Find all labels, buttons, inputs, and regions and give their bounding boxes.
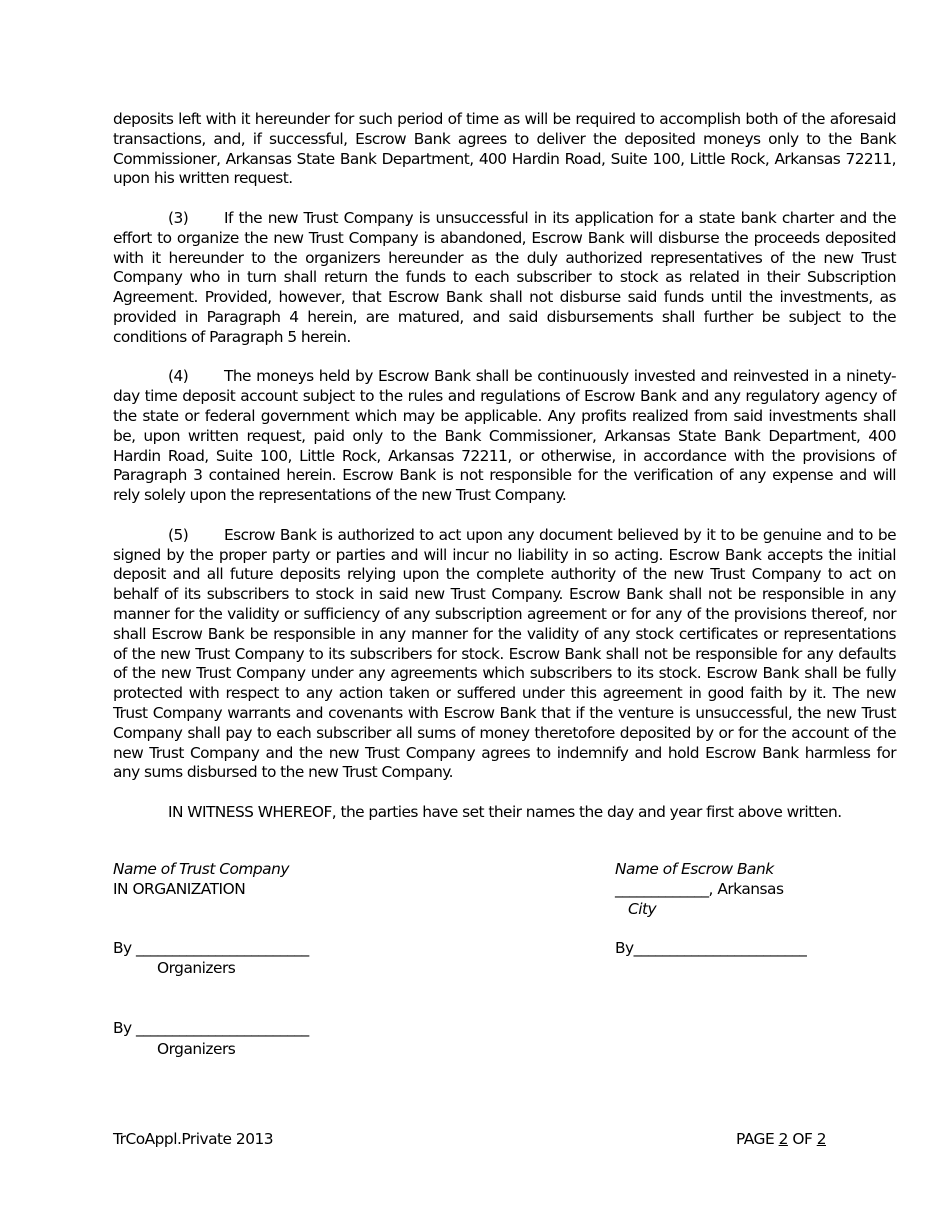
paragraph-4-number: (4) xyxy=(168,367,189,386)
paragraph-3 xyxy=(113,209,896,348)
document-body xyxy=(113,110,896,842)
organizer-signature-line-2: By ________________________ xyxy=(113,1019,309,1037)
paragraph-5 xyxy=(113,526,896,783)
city-label: City xyxy=(628,900,657,918)
paragraph-intro: deposits left with it hereunder for such period of time as will be required to accomplish both of the aforesaid transactions, and, if successful, Escrow Bank agrees to deliver the deposited moneys only to the Bank Commissioner, Arkansas State Bank Department, 400 Hardin Road, Suite 100, Little Rock, Arkansas 72211, upon his written request. xyxy=(113,110,896,188)
page-of: OF xyxy=(792,1130,813,1148)
organizers-label-1: Organizers xyxy=(157,959,236,977)
escrow-bank-signature-line: By________________________ xyxy=(615,939,807,957)
paragraph-3-number: (3) xyxy=(168,208,189,227)
organizer-signature-line-1: By ________________________ xyxy=(113,939,309,957)
escrow-bank-city-line: _____________, Arkansas xyxy=(615,880,784,898)
page-total: 2 xyxy=(816,1130,826,1148)
paragraph-3-text: If the new Trust Company is unsuccessful in its application for a state bank charter and the effort to organize the new Trust Company is abandoned, Escrow Bank will disburse the proceeds deposited with it hereunder to the organizers hereunder as the duly authorized representatives of the new Trust Company who in turn shall return the funds to each subscriber to stock as related in their Subscription Agreement. Provided, however, that Escrow Bank shall not disburse said funds until the investments, as provided in Paragraph 4 herein, are matured, and said disbursements shall further be subject to the conditions of Paragraph 5 herein. xyxy=(113,208,896,346)
paragraph-5-text: Escrow Bank is authorized to act upon any document believed by it to be genuine and to be signed by the proper party or parties and will incur no liability in so acting. Escrow Bank accepts the initial deposit and all future deposits relying upon the complete authority of the new Trust Company to act on behalf of its subscribers to stock in said new Trust Company. Escrow Bank shall not be responsible in any manner for the validity or sufficiency of any subscription agreement or for any of the provisions thereof, nor shall Escrow Bank be responsible in any manner for the validity of any stock certificates or representations of the new Trust Company to its subscribers for stock. Escrow Bank shall not be responsible for any defaults of the new Trust Company under any agreements which subscribers to its stock. Escrow Bank shall be fully protected with respect to any action taken or suffered under this agreement in good faith by it. The new Trust Company warrants and covenants with Escrow Bank that if the venture is unsuccessful, the new Trust Company shall pay to each subscriber all sums of money theretofore deposited by or for the account of the new Trust Company and the new Trust Company agrees to indemnify and hold Escrow Bank harmless for any sums disbursed to the new Trust Company. xyxy=(113,525,896,782)
escrow-bank-name-label: Name of Escrow Bank xyxy=(615,860,774,878)
organizers-label-2: Organizers xyxy=(157,1040,236,1058)
page-current: 2 xyxy=(778,1130,788,1148)
witness-clause: IN WITNESS WHEREOF, the parties have set their names the day and year first above written. xyxy=(168,802,842,821)
page-prefix: PAGE xyxy=(736,1130,775,1148)
paragraph-5-number: (5) xyxy=(168,525,189,544)
paragraph-4 xyxy=(113,367,896,506)
paragraph-4-text: The moneys held by Escrow Bank shall be continuously invested and reinvested in a ninety-day time deposit account subject to the rules and regulations of Escrow Bank and any regulatory agency of the state or federal government which may be applicable. Any profits realized from said investments shall be, upon written request, paid only to the Bank Commissioner, Arkansas State Bank Department, 400 Hardin Road, Suite 100, Little Rock, Arkansas 72211, or otherwise, in accordance with the provisions of Paragraph 3 contained herein. Escrow Bank is not responsible for the verification of any expense and will rely solely upon the representations of the new Trust Company. xyxy=(113,367,896,505)
footer-page-number xyxy=(736,1130,826,1148)
in-organization-label: IN ORGANIZATION xyxy=(113,880,246,898)
trust-company-name-label: Name of Trust Company xyxy=(113,860,289,878)
footer-document-id: TrCoAppl.Private 2013 xyxy=(113,1130,274,1148)
